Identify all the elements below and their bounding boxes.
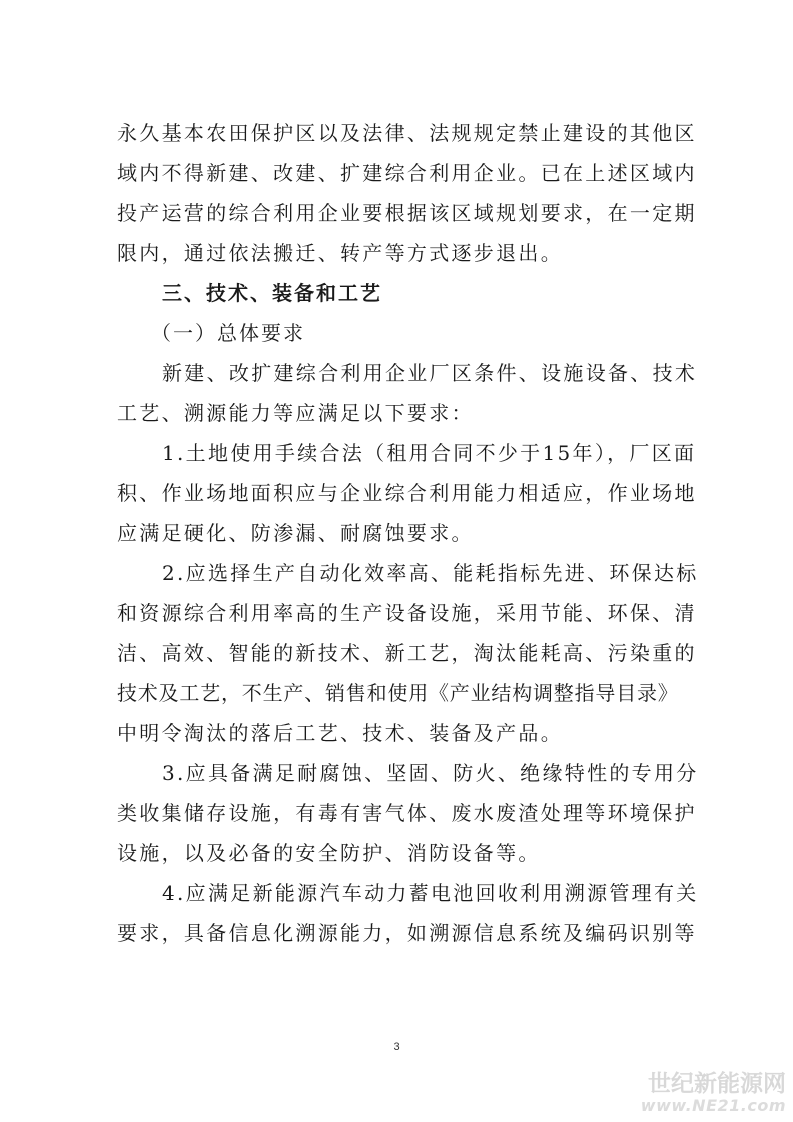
- watermark-title: 世纪新能源网: [648, 1071, 786, 1097]
- paragraph-line: 工艺、溯源能力等应满足以下要求：: [117, 401, 474, 425]
- site-watermark: [636, 1071, 786, 1115]
- list-item-line: 洁、高效、智能的新技术、新工艺，淘汰能耗高、污染重的: [117, 641, 697, 665]
- list-item-line: 要求，具备信息化溯源能力，如溯源信息系统及编码识别等: [117, 921, 697, 945]
- list-item-line: 应满足硬化、防渗漏、耐腐蚀要求。: [117, 521, 474, 545]
- list-item-line: 和资源综合利用率高的生产设备设施，采用节能、环保、清: [117, 601, 697, 625]
- subsection-heading: （一）总体要求: [151, 321, 305, 345]
- list-item-line: 3.应具备满足耐腐蚀、坚固、防火、绝缘特性的专用分: [162, 761, 699, 785]
- section-heading: 三、技术、装备和工艺: [162, 281, 382, 305]
- paragraph-line: 限内，通过依法搬迁、转产等方式逐步退出。: [117, 241, 563, 265]
- paragraph-line: 新建、改扩建综合利用企业厂区条件、设施设备、技术: [162, 361, 698, 385]
- list-item-line: 1.土地使用手续合法（租用合同不少于15年），厂区面: [162, 441, 697, 465]
- list-item-line: 2.应选择生产自动化效率高、能耗指标先进、环保达标: [162, 561, 699, 585]
- watermark-url: www.NE21.com: [640, 1096, 786, 1115]
- list-item-line: 类收集储存设施，有毒有害气体、废水废渣处理等环境保护: [117, 801, 697, 825]
- list-item-line: 中明令淘汰的落后工艺、技术、装备及产品。: [117, 721, 563, 745]
- page-number: 3: [393, 1041, 400, 1053]
- list-item-line: 4.应满足新能源汽车动力蓄电池回收利用溯源管理有关: [162, 881, 699, 905]
- paragraph-line: 投产运营的综合利用企业要根据该区域规划要求，在一定期: [117, 201, 697, 225]
- paragraph-line: 永久基本农田保护区以及法律、法规规定禁止建设的其他区: [117, 121, 697, 145]
- list-item-line: 技术及工艺，不生产、销售和使用《产业结构调整指导目录》: [117, 681, 679, 705]
- document-body: [117, 113, 699, 953]
- paragraph-line: 域内不得新建、改建、扩建综合利用企业。已在上述区域内: [117, 161, 697, 185]
- list-item-line: 积、作业场地面积应与企业综合利用能力相适应，作业场地: [117, 481, 697, 505]
- list-item-line: 设施，以及必备的安全防护、消防设备等。: [117, 841, 541, 865]
